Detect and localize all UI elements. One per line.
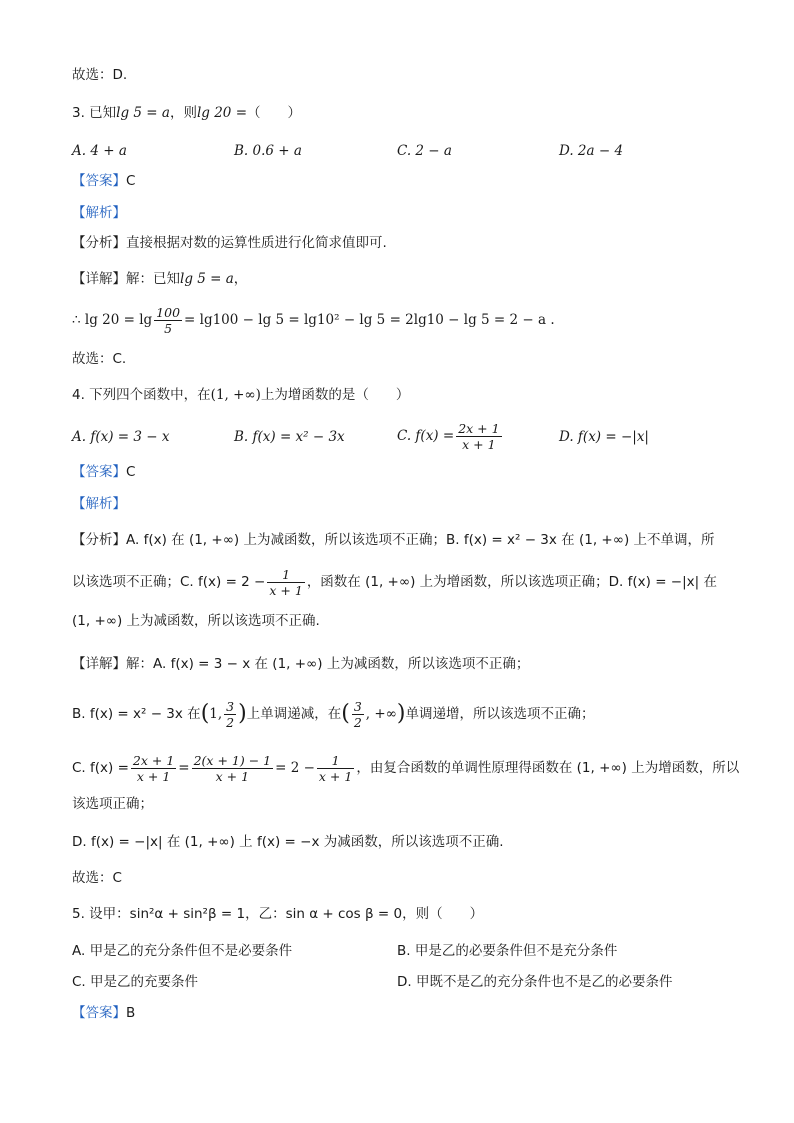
fenxi-tag: 【分析】 [72, 235, 126, 251]
detail-tag: 【详解】 [72, 271, 126, 287]
q3-stem-mid: ，则 [169, 105, 197, 121]
calc-den: 5 [164, 320, 173, 336]
detail-b-tail: 单调递增，所以该选项不正确； [405, 706, 595, 722]
q5-option-d: D. 甲既不是乙的充分条件也不是乙的必要条件 [397, 974, 673, 990]
q3-stem-prefix: 3. 已知 [72, 105, 117, 121]
detail-b-lead: B. f(x) = x² − 3x 在 [72, 706, 201, 722]
q5-answer [72, 1004, 135, 1022]
analysis-tag: 【解析】 [72, 205, 126, 221]
q4-opt-c-lead: C. f(x) = [397, 428, 455, 444]
detail-c-tail: ，由复合函数的单调性原理得函数在 (1, +∞) 上为增函数，所以 [356, 760, 740, 776]
q5-option-b: B. 甲是乙的必要条件但不是充分条件 [397, 943, 618, 959]
fenxi-l2-b: ，函数在 (1, +∞) 上为增函数，所以该选项正确；D. f(x) = −|x| 在 [306, 574, 717, 590]
frac-den: x + 1 [215, 768, 250, 784]
q4-stem-tail: 上为增函数的是（ ） [260, 387, 410, 403]
detail-b-mid: 上单调递减，在 [246, 706, 342, 722]
q3-option-b: B. 0.6 + a [234, 143, 302, 159]
q3-fenxi [72, 234, 387, 252]
fenxi-l2-den: x + 1 [269, 582, 303, 598]
fenxi-l1: A. f(x) 在 (1, +∞) 上为减函数，所以该选项不正确；B. f(x) = x² − 3x 在 (1, +∞) 上不单调，所 [126, 532, 715, 548]
analysis-tag: 【解析】 [72, 496, 126, 512]
q4-answer [72, 463, 135, 481]
frac-num: 3 [226, 698, 235, 714]
q3-option-a: A. 4 + a [72, 143, 127, 159]
answer-tag: 【答案】 [72, 1005, 126, 1021]
frac-den: 2 [226, 714, 235, 730]
detail-c-frac3 [317, 753, 354, 784]
q4-fenxi-line2 [72, 562, 717, 602]
frac-den: 2 [353, 714, 362, 730]
calc-rest: = lg100 − lg 5 = lg10² − lg 5 = 2lg10 − lg 5 = 2 − a . [184, 312, 555, 328]
q4-detail-a [72, 655, 529, 673]
fenxi-l2-fraction [267, 567, 304, 598]
answer-tag: 【答案】 [72, 173, 126, 189]
q3-paren: （ ） [247, 105, 302, 121]
q4-fenxi-line3: (1, +∞) 上为减函数，所以该选项不正确. [72, 613, 320, 629]
q4-stem [72, 386, 409, 404]
answer-tag: 【答案】 [72, 464, 126, 480]
paren-left: ( [341, 701, 350, 726]
equals: = [178, 760, 190, 776]
detail-c-frac2 [192, 753, 274, 784]
q3-analysis-tag [72, 204, 126, 222]
detail-b-frac2 [352, 699, 364, 730]
detail-b-frac1 [224, 699, 236, 730]
q2-conclusion: 故选：D. [72, 67, 128, 83]
detail-tag: 【详解】 [72, 656, 126, 672]
detail-c-lead: C. f(x) = [72, 760, 129, 776]
paren-right: ) [238, 701, 247, 726]
detail-prefix: 解：已知 [126, 271, 180, 287]
q3-stem [72, 104, 301, 122]
answer-value: B [126, 1005, 136, 1021]
paren-left: ( [200, 701, 210, 726]
q4-conclusion: 故选：C [72, 870, 122, 886]
q4-detail-c-line2: 该选项正确； [72, 796, 153, 812]
q5-stem: 5. 设甲：sin²α + sin²β = 1，乙：sin α + cos β = 0，则（ ） [72, 906, 484, 922]
q4-interval: (1, +∞) [210, 387, 261, 403]
detail-a: 解：A. f(x) = 3 − x 在 (1, +∞) 上为减函数，所以该选项不正确； [126, 656, 530, 672]
q4-option-c [397, 414, 504, 458]
q3-conclusion: 故选：C. [72, 351, 127, 367]
fenxi-text: 直接根据对数的运算性质进行化简求值即可. [126, 235, 387, 251]
q4-opt-c-den: x + 1 [462, 436, 496, 452]
detail-given: lg 5 = a [180, 271, 234, 287]
detail-c-frac1 [131, 753, 176, 784]
q4-detail-d: D. f(x) = −|x| 在 (1, +∞) 上 f(x) = −x 为减函数，所以该选项不正确. [72, 834, 504, 850]
q4-fenxi-line1 [72, 531, 715, 549]
frac-den: x + 1 [318, 768, 353, 784]
fenxi-tag: 【分析】 [72, 532, 126, 548]
answer-value: C [126, 173, 136, 189]
fenxi-l2-num: 1 [267, 567, 304, 583]
q3-option-d: D. 2a − 4 [559, 143, 624, 159]
detail-b-int1: 1, [209, 706, 223, 722]
paren-right: ) [396, 701, 406, 726]
q4-detail-c [72, 746, 739, 790]
q4-option-d: D. f(x) = −|x| [559, 429, 649, 445]
q4-opt-c-num: 2x + 1 [458, 420, 500, 436]
q3-detail [72, 270, 247, 288]
frac-num: 3 [353, 698, 362, 714]
q3-answer [72, 172, 135, 190]
q3-calculation [72, 300, 555, 340]
q4-option-b: B. f(x) = x² − 3x [234, 429, 345, 445]
q5-option-a: A. 甲是乙的充分条件但不是必要条件 [72, 943, 293, 959]
answer-value: C [126, 464, 136, 480]
calc-lead: ∴ lg 20 = lg [72, 312, 153, 328]
frac-num: 2x + 1 [132, 752, 175, 768]
q4-detail-b [72, 692, 595, 736]
frac-num: 1 [317, 753, 354, 769]
fenxi-l2-a: 以该选项不正确；C. f(x) = 2 − [72, 574, 266, 590]
calc-fraction [154, 305, 182, 336]
detail-b-int2: , +∞ [365, 706, 397, 722]
detail-comma: ， [233, 271, 248, 287]
q3-option-c: C. 2 − a [397, 143, 452, 159]
q4-option-a: A. f(x) = 3 − x [72, 429, 170, 445]
q3-given: lg 5 = a [116, 105, 170, 121]
equals-two-minus: = 2 − [275, 760, 315, 776]
q4-stem-text: 4. 下列四个函数中，在 [72, 387, 211, 403]
q4-opt-c-fraction [456, 421, 501, 452]
frac-den: x + 1 [136, 768, 171, 784]
q4-analysis-tag [72, 495, 126, 513]
q5-option-c: C. 甲是乙的充要条件 [72, 974, 199, 990]
frac-num: 2(x + 1) − 1 [193, 752, 272, 768]
calc-num: 100 [156, 304, 181, 320]
q3-ask: lg 20 = [196, 105, 248, 121]
